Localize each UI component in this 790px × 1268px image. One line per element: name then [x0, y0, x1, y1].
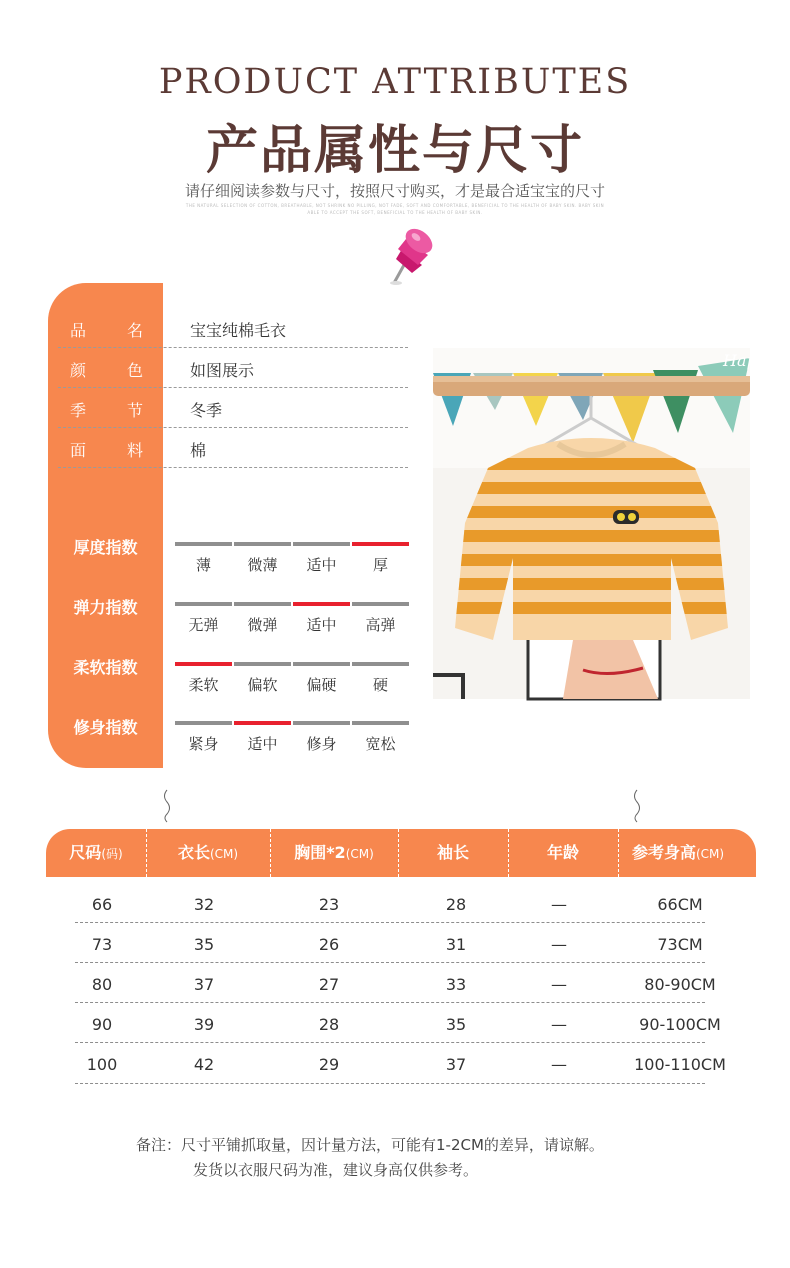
- row-divider: [75, 1002, 705, 1003]
- cell-size: 80: [91, 975, 113, 994]
- scale-option-label: 紧身: [188, 735, 219, 753]
- scale-segment: [352, 662, 409, 666]
- cell-chest: 27: [318, 975, 340, 994]
- attr-value-color: 如图展示: [190, 361, 255, 380]
- attr-value-season: 冬季: [190, 401, 223, 420]
- scale-segment: [293, 721, 350, 725]
- scale-option-label: 适中: [306, 556, 337, 574]
- cell-length: 32: [193, 895, 215, 914]
- cell-size: 66: [91, 895, 113, 914]
- scale-segment: [234, 662, 291, 666]
- squiggle-icon: [630, 788, 644, 824]
- scale-segment-selected: [234, 721, 291, 725]
- scale-segment: [234, 602, 291, 606]
- attr-value-name: 宝宝纯棉毛衣: [190, 321, 287, 340]
- cell-age: —: [551, 935, 567, 954]
- scale-segment: [293, 662, 350, 666]
- scale-option-label: 无弹: [188, 616, 219, 634]
- cell-age: —: [551, 895, 567, 914]
- col-header-height: 参考身高(CM): [631, 843, 725, 862]
- divider: [58, 347, 408, 348]
- row-divider: [75, 1042, 705, 1043]
- english-title: PRODUCT ATTRIBUTES: [158, 62, 632, 102]
- scale-option-label: 微薄: [247, 556, 278, 574]
- cell-sleeve: 35: [445, 1015, 467, 1034]
- col-header-age: 年龄: [546, 843, 579, 862]
- subtitle: 请仔细阅读参数与尺寸，按照尺寸购买，才是最合适宝宝的尺寸: [184, 182, 605, 200]
- note-line-2: 发货以衣服尺码为准，建议身高仅供参考。: [193, 1161, 479, 1179]
- fit-scale: [175, 721, 408, 761]
- thickness-scale: [175, 542, 408, 582]
- attr-label-color: 颜 色: [70, 361, 143, 380]
- squiggle-icon: [160, 788, 174, 824]
- scale-segment: [175, 542, 232, 546]
- col-header-chest: 胸围*2(CM): [294, 843, 374, 862]
- col-header-length: 衣长(CM): [177, 843, 239, 862]
- elasticity-scale: [175, 602, 408, 642]
- scale-option-label: 厚: [372, 556, 388, 574]
- cell-length: 39: [193, 1015, 215, 1034]
- cell-chest: 23: [318, 895, 340, 914]
- scale-segment: [352, 721, 409, 725]
- cell-chest: 29: [318, 1055, 340, 1074]
- cell-height: 66CM: [657, 895, 703, 914]
- cell-height: 80-90CM: [644, 975, 716, 994]
- cell-sleeve: 28: [445, 895, 467, 914]
- col-header-sleeve: 袖长: [436, 843, 469, 862]
- note-line-1: 备注：尺寸平铺抓取量，因计量方法，可能有1-2CM的差异，请谅解。: [136, 1136, 604, 1154]
- scale-option-label: 薄: [195, 556, 211, 574]
- scale-option-label: 偏硬: [306, 676, 337, 694]
- scale-segment-selected: [293, 602, 350, 606]
- divider: [58, 387, 408, 388]
- attr-label-fabric: 面 料: [70, 441, 143, 460]
- chinese-title: 产品属性与尺寸: [205, 121, 584, 181]
- cell-height: 73CM: [657, 935, 703, 954]
- cell-chest: 28: [318, 1015, 340, 1034]
- scale-option-label: 偏软: [247, 676, 278, 694]
- tiny-caption-1: THE NATURAL SELECTION OF COTTON, BREATHABLE, NOT SHRINK NO PILLING, NOT FADE, SOFT AND COMFORTABLE, BENEFICIAL TO THE HEALTH OF BABY SKIN. BABY SKIN: [185, 203, 605, 208]
- cell-age: —: [551, 975, 567, 994]
- cell-sleeve: 37: [445, 1055, 467, 1074]
- scale-segment: [175, 721, 232, 725]
- attribute-sidebar: [48, 283, 163, 768]
- scale-option-label: 柔软: [188, 676, 219, 694]
- scale-option-label: 适中: [247, 735, 278, 753]
- cell-size: 100: [86, 1055, 118, 1074]
- cell-sleeve: 31: [445, 935, 467, 954]
- cell-length: 42: [193, 1055, 215, 1074]
- cell-length: 35: [193, 935, 215, 954]
- scale-option-label: 适中: [306, 616, 337, 634]
- scale-option-label: 修身: [306, 735, 337, 753]
- row-divider: [75, 962, 705, 963]
- divider: [58, 467, 408, 468]
- tiny-caption-2: ABLE TO ACCEPT THE SOFT, BENEFICIAL TO THE HEALTH OF BABY SKIN.: [307, 210, 483, 215]
- softness-scale: [175, 662, 408, 702]
- scale-segment: [293, 542, 350, 546]
- pushpin-icon: [382, 225, 442, 287]
- cell-size: 90: [91, 1015, 113, 1034]
- cell-sleeve: 33: [445, 975, 467, 994]
- scale-segment: [352, 602, 409, 606]
- scale-option-label: 高弹: [365, 616, 396, 634]
- cell-age: —: [551, 1015, 567, 1034]
- happy-text: Happy: [723, 351, 777, 370]
- attr-label-season: 季 节: [70, 401, 143, 420]
- cell-height: 90-100CM: [639, 1015, 721, 1034]
- fit-index-label: 修身指数: [73, 718, 138, 737]
- cell-age: —: [551, 1055, 567, 1074]
- product-photo: [433, 348, 777, 699]
- scale-segment-selected: [352, 542, 409, 546]
- attr-value-fabric: 棉: [190, 441, 207, 460]
- row-divider: [75, 922, 705, 923]
- elasticity-index-label: 弹力指数: [73, 598, 138, 617]
- cell-length: 37: [193, 975, 215, 994]
- divider: [58, 427, 408, 428]
- cell-chest: 26: [318, 935, 340, 954]
- row-divider: [75, 1083, 705, 1084]
- attr-label-name: 品 名: [70, 321, 143, 340]
- scale-option-label: 微弹: [247, 616, 278, 634]
- cell-size: 73: [91, 935, 113, 954]
- softness-index-label: 柔软指数: [73, 658, 138, 677]
- cell-height: 100-110CM: [634, 1055, 726, 1074]
- col-header-size: 尺码(码): [69, 843, 123, 862]
- scale-segment: [175, 602, 232, 606]
- thickness-index-label: 厚度指数: [73, 538, 138, 557]
- scale-option-label: 硬: [372, 676, 388, 694]
- scale-segment: [234, 542, 291, 546]
- scale-segment-selected: [175, 662, 232, 666]
- scale-option-label: 宽松: [365, 735, 396, 753]
